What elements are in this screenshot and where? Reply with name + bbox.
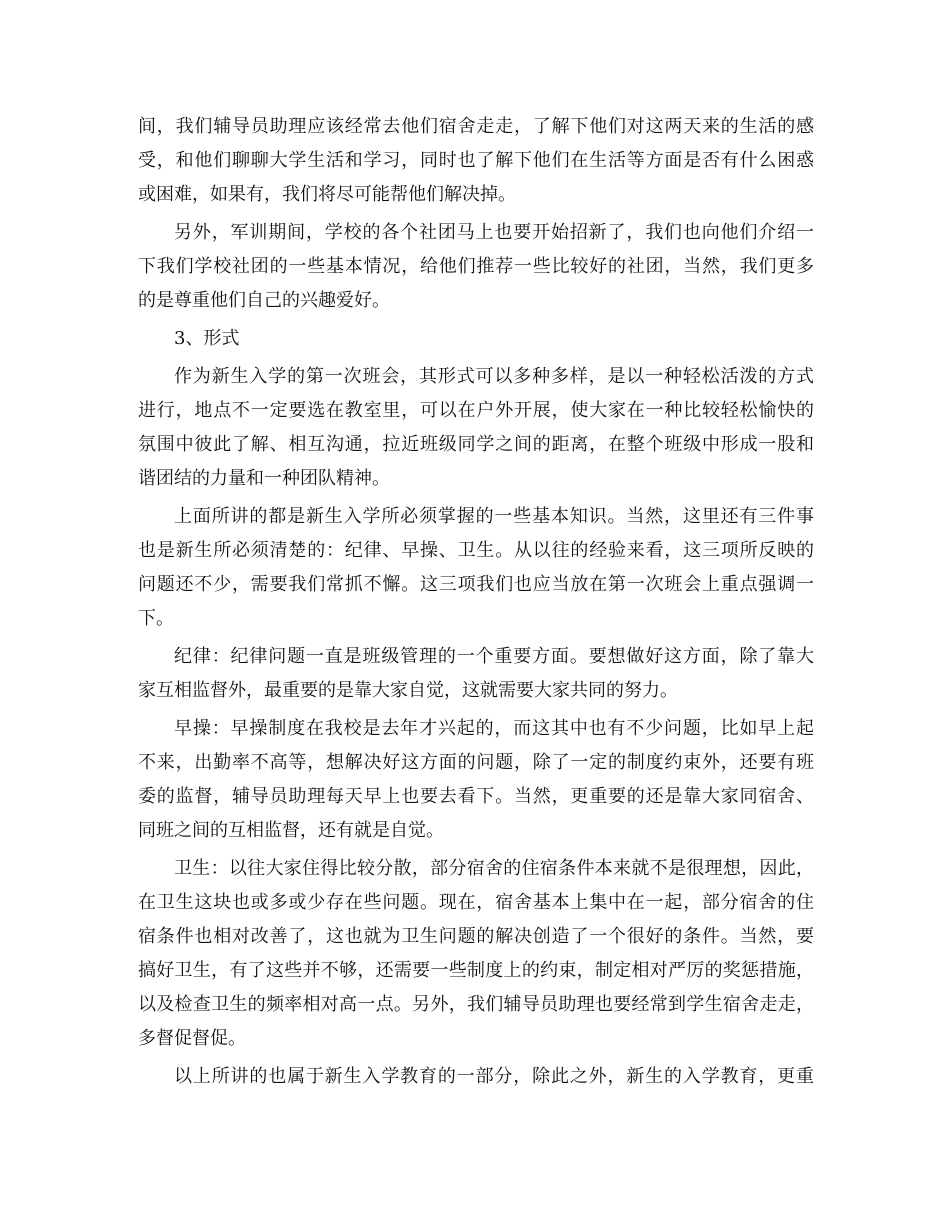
text-line: 也是新生所必须清楚的：纪律、早操、卫生。从以往的经验来看，这三项所反映的 [138,540,814,561]
section-heading [138,322,814,356]
text-line: 3、形式 [174,328,240,349]
text-line: 问题还不少，需要我们常抓不懈。这三项我们也应当放在第一次班会上重点强调一 [138,574,814,595]
text-line: 作为新生入学的第一次班会，其形式可以多种多样，是以一种轻松活泼的方式 [174,366,814,387]
text-line: 下我们学校社团的一些基本情况，给他们推荐一些比较好的社团，当然，我们更多 [138,256,814,277]
text-line: 氛围中彼此了解、相互沟通，拉近班级同学之间的距离，在整个班级中形成一股和 [138,434,814,455]
paragraph [138,712,814,848]
text-line: 进行，地点不一定要选在教室里，可以在户外开展，使大家在一种比较轻松愉快的 [138,400,814,421]
paragraph [138,1060,814,1094]
text-line: 或困难，如果有，我们将尽可能帮他们解决掉。 [138,184,516,205]
paragraph [138,852,814,1056]
text-line: 另外，军训期间，学校的各个社团马上也要开始招新了，我们也向他们介绍一 [174,222,814,243]
text-line: 以及检查卫生的频率相对高一点。另外，我们辅导员助理也要经常到学生宿舍走走， [138,994,814,1015]
text-line: 搞好卫生，有了这些并不够，还需要一些制度上的约束，制定相对严厉的奖惩措施， [138,960,814,981]
text-line: 纪律：纪律问题一直是班级管理的一个重要方面。要想做好这方面，除了靠大 [174,646,814,667]
text-line: 间，我们辅导员助理应该经常去他们宿舍走走，了解下他们对这两天来的生活的感 [138,116,814,137]
paragraph [138,500,814,636]
text-line: 以上所讲的也属于新生入学教育的一部分，除此之外，新生的入学教育，更重 [174,1066,814,1087]
paragraph [138,216,814,318]
paragraph [138,110,814,212]
text-line: 在卫生这块也或多或少存在些问题。现在，宿舍基本上集中在一起，部分宿舍的住 [138,892,814,913]
text-line: 卫生：以往大家住得比较分散，部分宿舍的住宿条件本来就不是很理想，因此， [174,858,814,879]
paragraph [138,640,814,708]
text-line: 受，和他们聊聊大学生活和学习，同时也了解下他们在生活等方面是否有什么困惑 [138,150,814,171]
text-line: 早操：早操制度在我校是去年才兴起的，而这其中也有不少问题，比如早上起 [174,718,814,739]
text-line: 的是尊重他们自己的兴趣爱好。 [138,290,390,311]
text-line: 上面所讲的都是新生入学所必须掌握的一些基本知识。当然，这里还有三件事 [174,506,814,527]
document-body [138,110,814,1094]
text-line: 同班之间的互相监督，还有就是自觉。 [138,820,444,841]
text-line: 下。 [138,608,174,629]
text-line: 多督促督促。 [138,1028,246,1049]
text-line: 不来，出勤率不高等，想解决好这方面的问题，除了一定的制度约束外，还要有班 [138,752,814,773]
text-line: 委的监督，辅导员助理每天早上也要去看下。当然，更重要的还是靠大家同宿舍、 [138,786,814,807]
text-line: 家互相监督外，最重要的是靠大家自觉，这就需要大家共同的努力。 [138,680,678,701]
text-line: 谐团结的力量和一种团队精神。 [138,468,390,489]
text-line: 宿条件也相对改善了，这也就为卫生问题的解决创造了一个很好的条件。当然，要 [138,926,814,947]
paragraph [138,360,814,496]
